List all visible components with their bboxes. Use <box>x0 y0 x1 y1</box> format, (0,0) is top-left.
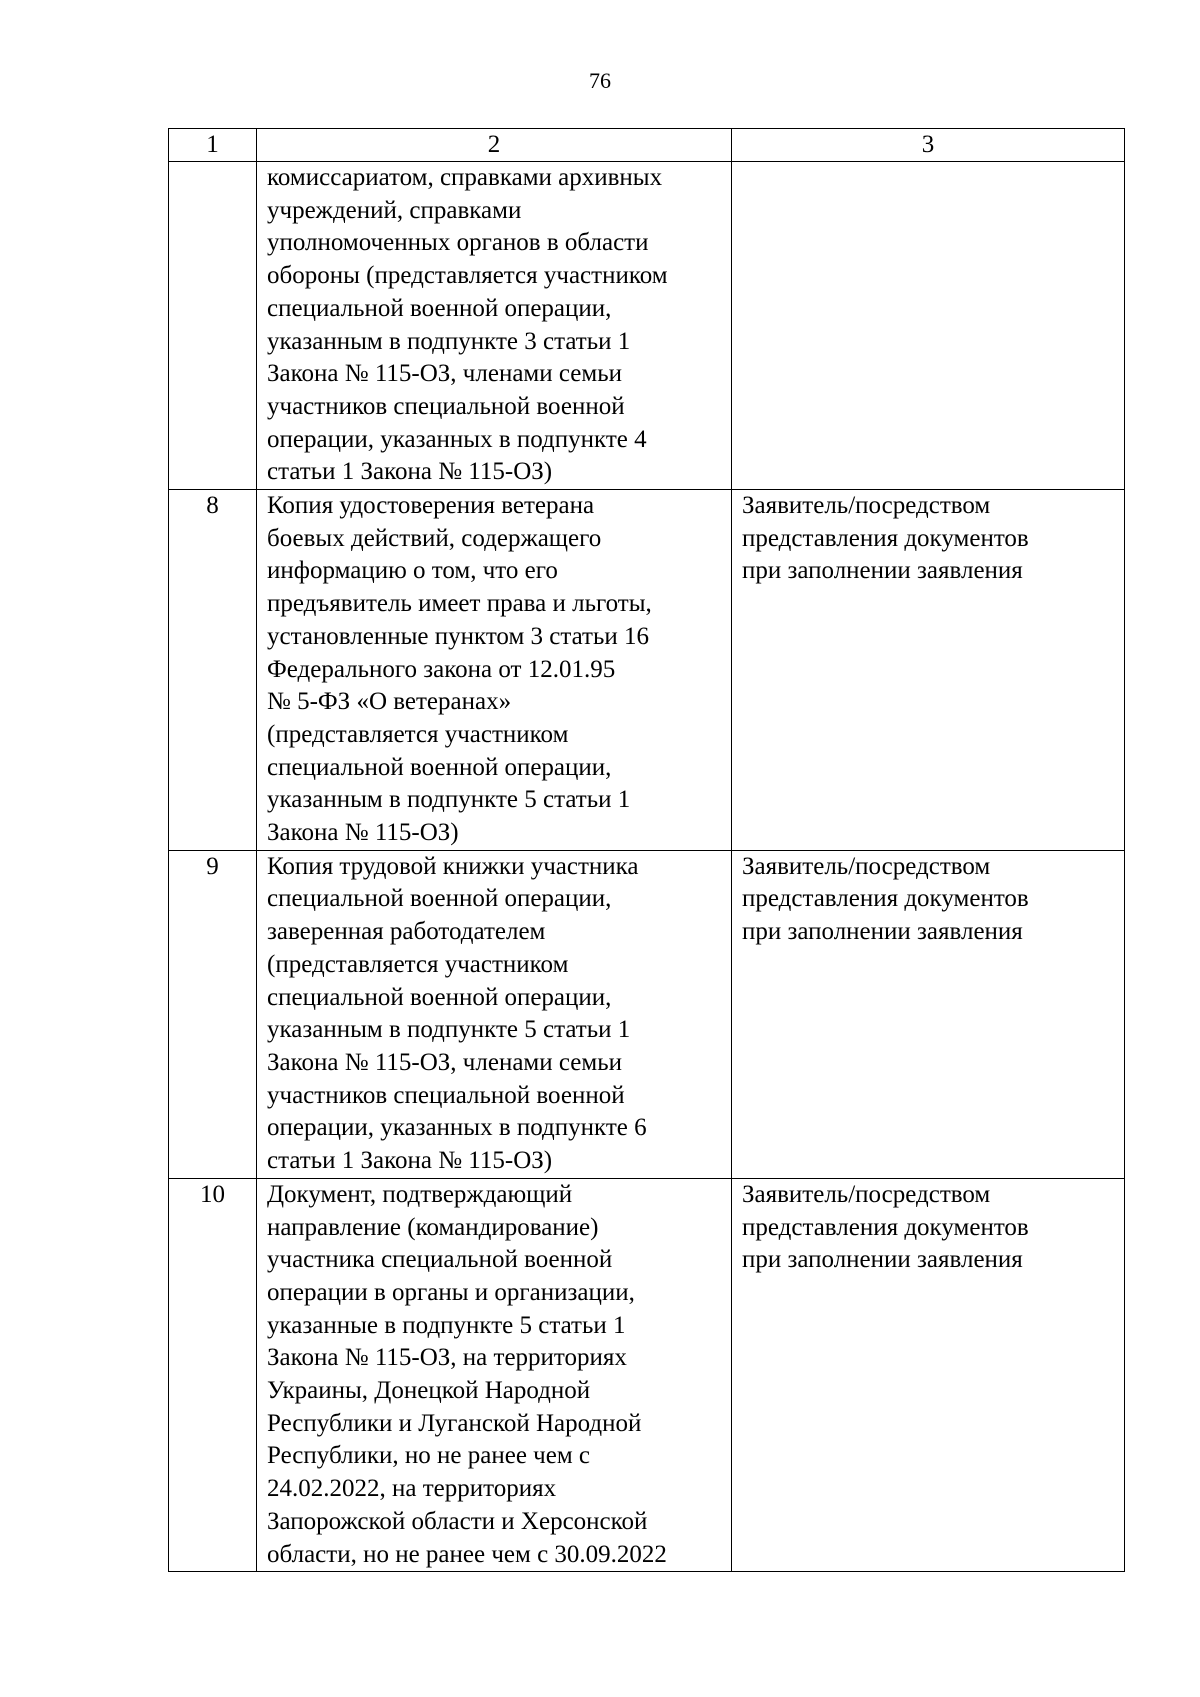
row-number: 10 <box>169 1178 257 1571</box>
row-source: Заявитель/посредством представления документов при заполнении заявления <box>732 1178 1125 1571</box>
table-row <box>169 490 1125 851</box>
documents-table <box>168 128 1125 1572</box>
row-source <box>732 162 1125 490</box>
table-header-row <box>169 129 1125 162</box>
row-source: Заявитель/посредством представления документов при заполнении заявления <box>732 490 1125 851</box>
row-document: комиссариатом, справками архивных учреждений, справками уполномоченных органов в области обороны (представляется участником специальной военной операции, указанным в подпункте 3 статьи 1 Закона № 115-ОЗ, членами семьи участников специальной военной операции, указанных в подпункте 4 статьи 1 Закона № 115-ОЗ) <box>257 162 732 490</box>
table-row <box>169 850 1125 1178</box>
row-document: Копия удостоверения ветерана боевых действий, содержащего информацию о том, что его предъявитель имеет права и льготы, установленные пунктом 3 статьи 16 Федерального закона от 12.01.95 № 5-ФЗ «О ветеранах» (представляется участником специальной военной операции, указанным в подпункте 5 статьи 1 Закона № 115-ОЗ) <box>257 490 732 851</box>
page-number: 76 <box>589 68 611 93</box>
row-number <box>169 162 257 490</box>
table-row <box>169 1178 1125 1571</box>
table-row <box>169 162 1125 490</box>
row-number: 8 <box>169 490 257 851</box>
row-document: Документ, подтверждающий направление (командирование) участника специальной военной операции в органы и организации, указанные в подпункте 5 статьи 1 Закона № 115-ОЗ, на территориях Украины, Донецкой Народной Республики и Луганской Народной Республики, но не ранее чем с 24.02.2022, на территориях Запорожской области и Херсонской области, но не ранее чем с 30.09.2022 <box>257 1178 732 1571</box>
row-document: Копия трудовой книжки участника специальной военной операции, заверенная работодателем (представляется участником специальной военной операции, указанным в подпункте 5 статьи 1 Закона № 115-ОЗ, членами семьи участников специальной военной операции, указанных в подпункте 6 статьи 1 Закона № 115-ОЗ) <box>257 850 732 1178</box>
column-header-source: 3 <box>732 129 1125 162</box>
row-number: 9 <box>169 850 257 1178</box>
column-header-document: 2 <box>257 129 732 162</box>
column-header-number: 1 <box>169 129 257 162</box>
row-source: Заявитель/посредством представления документов при заполнении заявления <box>732 850 1125 1178</box>
